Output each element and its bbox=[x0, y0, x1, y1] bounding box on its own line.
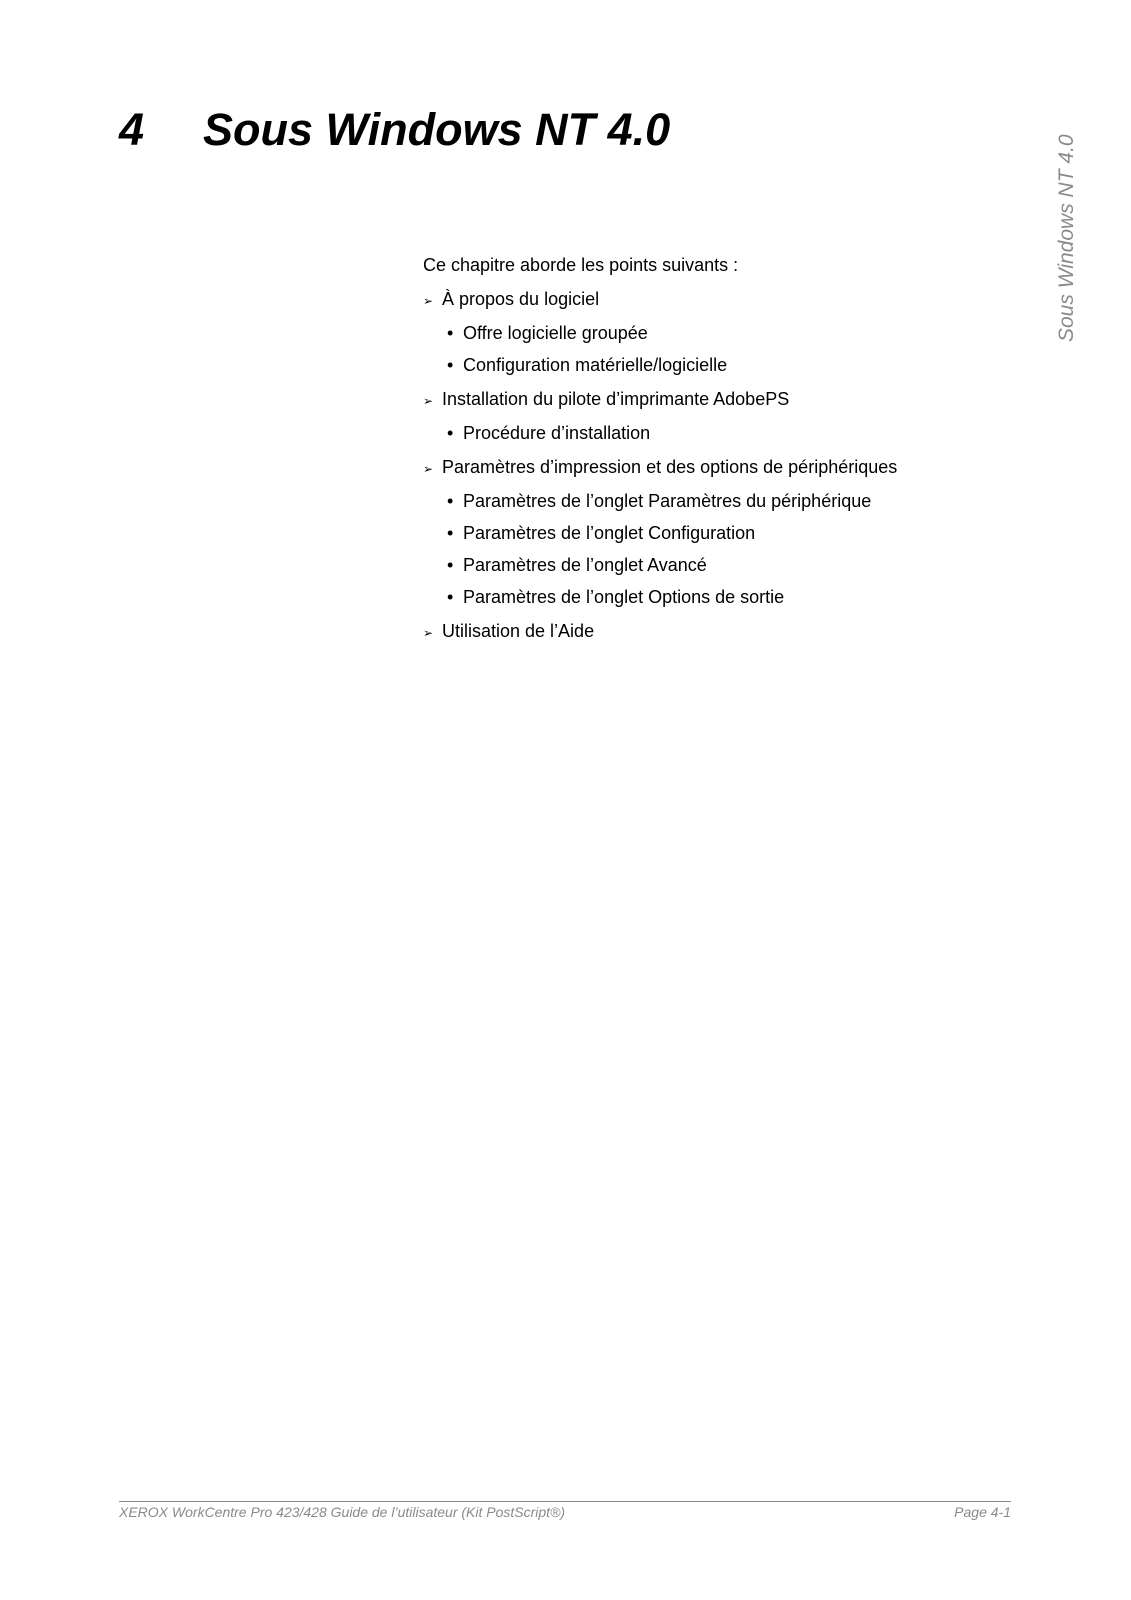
subtopic-list bbox=[423, 490, 1043, 608]
chapter-title: Sous Windows NT 4.0 bbox=[203, 104, 671, 155]
bullet-icon: • bbox=[447, 523, 454, 543]
footer-divider bbox=[119, 1501, 1011, 1502]
bullet-icon: • bbox=[447, 355, 454, 375]
intro-text: Ce chapitre aborde les points suivants : bbox=[423, 255, 739, 275]
subtopic-item bbox=[423, 422, 1043, 444]
topic-label: Installation du pilote d’imprimante AdobePS bbox=[442, 389, 790, 409]
chapter-heading bbox=[119, 102, 670, 158]
subtopic-label: Configuration matérielle/logicielle bbox=[463, 355, 728, 375]
subtopic-item bbox=[423, 322, 1043, 344]
subtopic-item bbox=[423, 490, 1043, 512]
subtopic-list bbox=[423, 422, 1043, 444]
bullet-icon: • bbox=[447, 491, 454, 511]
subtopic-label: Paramètres de l’onglet Paramètres du périphérique bbox=[463, 491, 872, 511]
topic-list bbox=[423, 288, 1043, 644]
topic-label: Utilisation de l’Aide bbox=[442, 621, 595, 641]
subtopic-item bbox=[423, 354, 1043, 376]
bullet-icon: • bbox=[447, 587, 454, 607]
subtopic-label: Procédure d’installation bbox=[463, 423, 651, 443]
arrow-icon: ➢ bbox=[423, 626, 434, 640]
topic-item bbox=[423, 288, 1043, 376]
arrow-icon: ➢ bbox=[423, 394, 434, 408]
subtopic-label: Paramètres de l’onglet Avancé bbox=[463, 555, 707, 575]
subtopic-label: Paramètres de l’onglet Options de sortie bbox=[463, 587, 785, 607]
subtopic-label: Paramètres de l’onglet Configuration bbox=[463, 523, 756, 543]
chapter-contents bbox=[423, 254, 1043, 656]
topic-item bbox=[423, 388, 1043, 444]
chapter-number: 4 bbox=[119, 104, 145, 155]
topic-label: À propos du logiciel bbox=[442, 289, 600, 309]
bullet-icon: • bbox=[447, 323, 454, 343]
subtopic-item bbox=[423, 586, 1043, 608]
side-tab bbox=[1056, 118, 1078, 342]
topic-item bbox=[423, 620, 1043, 644]
arrow-icon: ➢ bbox=[423, 462, 434, 476]
footer-title: XEROX WorkCentre Pro 423/428 Guide de l’utilisateur (Kit PostScript®) bbox=[119, 1504, 566, 1520]
page-number: Page 4-1 bbox=[954, 1504, 1011, 1520]
topic-item bbox=[423, 456, 1043, 608]
subtopic-list bbox=[423, 322, 1043, 376]
subtopic-item bbox=[423, 522, 1043, 544]
bullet-icon: • bbox=[447, 555, 454, 575]
side-tab-label: Sous Windows NT 4.0 bbox=[1055, 134, 1078, 342]
subtopic-item bbox=[423, 554, 1043, 576]
arrow-icon: ➢ bbox=[423, 294, 434, 308]
bullet-icon: • bbox=[447, 423, 454, 443]
topic-label: Paramètres d’impression et des options de périphériques bbox=[442, 457, 898, 477]
subtopic-label: Offre logicielle groupée bbox=[463, 323, 648, 343]
